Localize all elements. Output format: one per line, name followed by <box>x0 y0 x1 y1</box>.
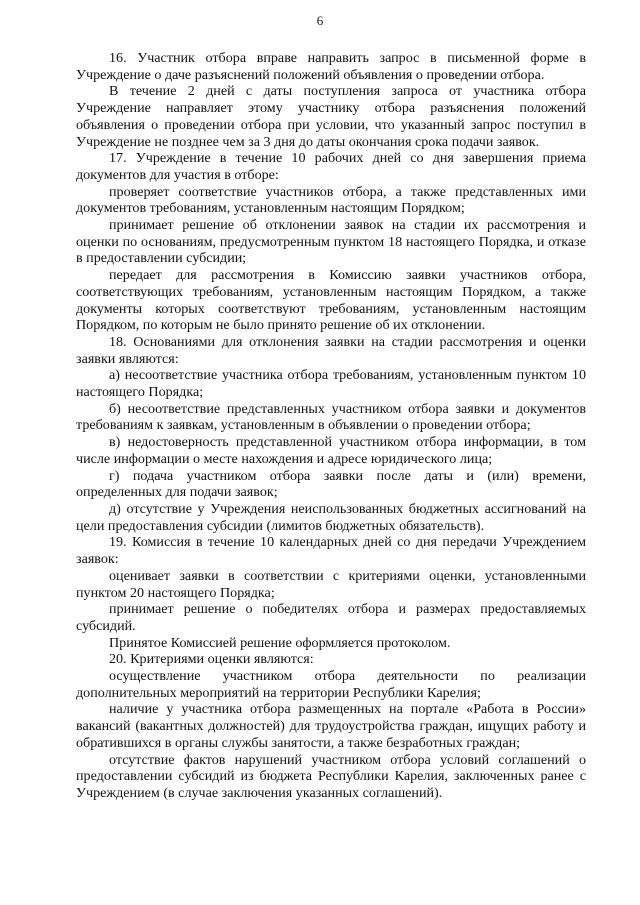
paragraph-clarification-deadline: В течение 2 дней с даты поступления запроса от участника отбора Учреждение направляет этому участнику отбора разъяснения положений объявления о проведении отбора при условии, что указанный запрос поступил в Учреждение не позднее чем за 3 дня до даты окончания срока подачи заявок. <box>76 83 586 150</box>
paragraph-18-item-b: б) несоответствие представленных участником отбора заявки и документов требованиям к заявкам, установленным в объявлении о проведении отбора; <box>76 400 586 434</box>
paragraph-19-evaluate: оценивает заявки в соответствии с критериями оценки, установленными пунктом 20 настоящего Порядка; <box>76 567 586 601</box>
paragraph-20-activity: осуществление участником отбора деятельности по реализации дополнительных мероприятий на территории Республики Карелия; <box>76 668 586 701</box>
paragraph-20-no-violations: отсутствие фактов нарушений участником отбора условий соглашений о предоставлении субсидий из бюджета Республики Карелия, заключенных ранее с Учреждением (в случае заключения указанных соглашений). <box>76 751 586 801</box>
paragraph-17-check-compliance: проверяет соответствие участников отбора, а также представленных ими документов требованиям, установленным настоящим Порядком; <box>76 183 586 217</box>
paragraph-16-request: 16. Участник отбора вправе направить запрос в письменной форме в Учреждение о даче разъяснений положений объявления о проведении отбора. <box>76 50 586 83</box>
paragraph-19-winners-decision: принимает решение о победителях отбора и размерах предоставляемых субсидий. <box>76 601 586 634</box>
paragraph-20-vacancies: наличие у участника отбора размещенных на портале «Работа в России» вакансий (вакантных должностей) для трудоустройства граждан, ищущих работу и обратившихся в органы службы занятости, а также безработных граждан; <box>76 701 586 751</box>
paragraph-20-criteria: 20. Критериями оценки являются: <box>109 651 314 668</box>
paragraph-17-rejection-decision: принимает решение об отклонении заявок на стадии их рассмотрения и оценки по основаниям, предусмотренным пунктом 18 настоящего Порядка, и отказе в предоставлении субсидии; <box>76 217 586 267</box>
paragraph-19-commission: 19. Комиссия в течение 10 календарных дней со дня передачи Учреждением заявок: <box>76 534 586 568</box>
paragraph-17-review: 17. Учреждение в течение 10 рабочих дней со дня завершения приема документов для участия в отборе: <box>76 150 586 183</box>
paragraph-18-item-d: д) отсутствие у Учреждения неиспользованных бюджетных ассигнований на цели предоставления субсидии (лимитов бюджетных обязательств). <box>76 500 586 534</box>
paragraph-17-transfer-to-commission: передает для рассмотрения в Комиссию заявки участников отбора, соответствующих требованиям, установленным настоящим Порядком, а также документы которых соответствуют требованиям, установленным настоящим Порядком, по которым не было принято решение об их отклонении. <box>76 267 586 334</box>
page-number: 6 <box>316 13 324 28</box>
document-body <box>76 50 586 802</box>
paragraph-19-protocol: Принятое Комиссией решение оформляется протоколом. <box>109 634 451 651</box>
paragraph-18-rejection-grounds: 18. Основаниями для отклонения заявки на стадии рассмотрения и оценки заявки являются: <box>76 333 586 367</box>
paragraph-18-item-a: а) несоответствие участника отбора требованиям, установленным пунктом 10 настоящего Порядка; <box>76 367 586 401</box>
paragraph-18-item-g: г) подача участником отбора заявки после даты и (или) времени, определенных для подачи заявок; <box>76 467 586 501</box>
paragraph-18-item-v: в) недостоверность представленной участником отбора информации, в том числе информации о месте нахождения и адресе юридического лица; <box>76 434 586 467</box>
